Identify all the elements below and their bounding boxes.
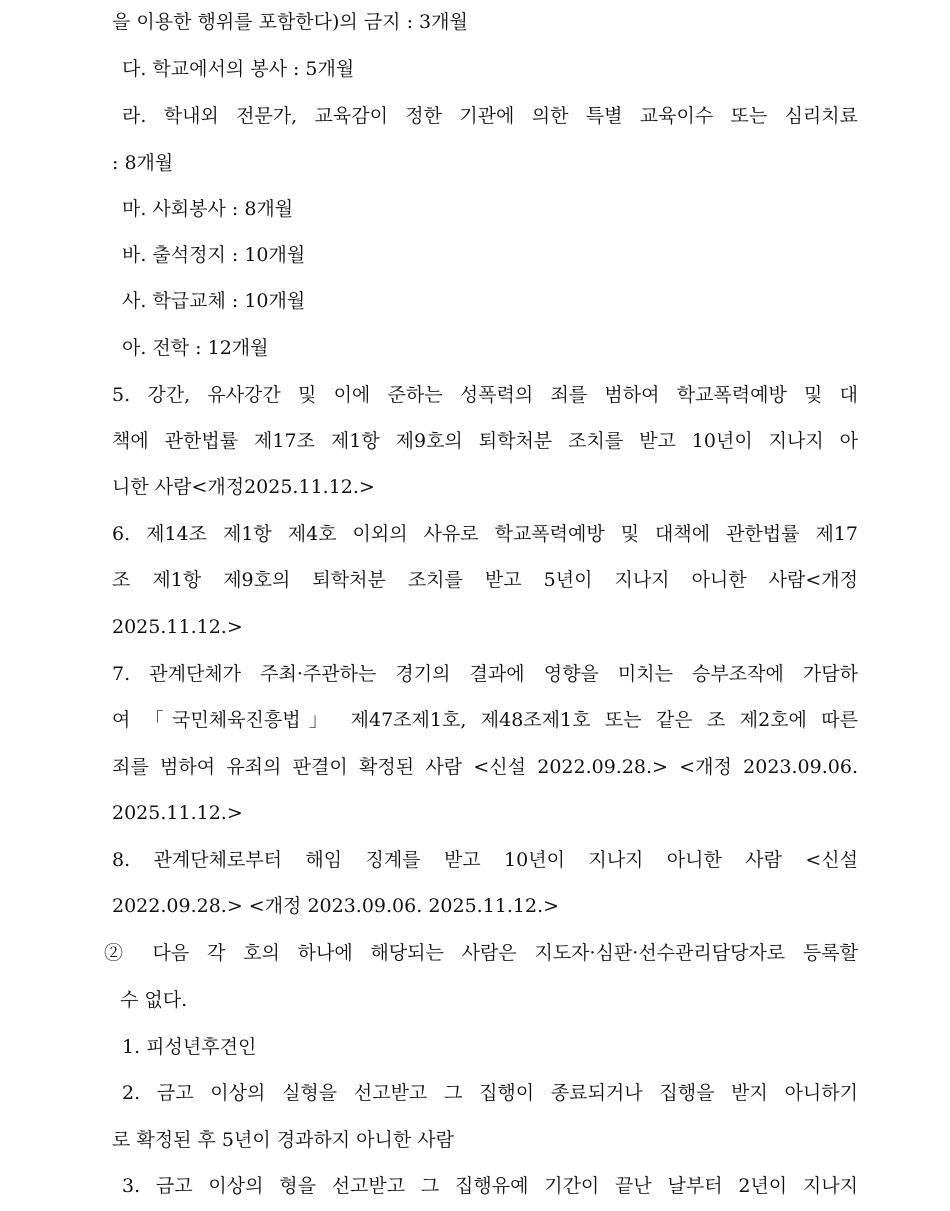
- text-line: 다. 학교에서의 봉사 : 5개월: [122, 58, 355, 80]
- text-line: 8. 관계단체로부터 해임 징계를 받고 10년이 지나지 아니한 사람 <신설: [112, 849, 858, 871]
- text-line: 6. 제14조 제1항 제4호 이외의 사유로 학교폭력예방 및 대책에 관한법률 제17: [112, 523, 858, 545]
- text-line: 바. 출석정지 : 10개월: [122, 244, 306, 266]
- text-line: 2. 금고 이상의 실형을 선고받고 그 집행이 종료되거나 집행을 받지 아니하기: [122, 1082, 858, 1104]
- text-line: 니한 사람<개정2025.11.12.>: [112, 476, 375, 498]
- text-line: 책에 관한법률 제17조 제1항 제9호의 퇴학처분 조치를 받고 10년이 지나지 아: [112, 430, 858, 452]
- text-line: 마. 사회봉사 : 8개월: [122, 198, 294, 220]
- text-line: 라. 학내외 전문가, 교육감이 정한 기관에 의한 특별 교육이수 또는 심리치료: [122, 105, 858, 127]
- text-line: 1. 피성년후견인: [122, 1036, 257, 1058]
- text-line: 사. 학급교체 : 10개월: [122, 290, 306, 312]
- text-line: 2022.09.28.> <개정 2023.09.06. 2025.11.12.>: [112, 895, 560, 917]
- text-line: 죄를 범하여 유죄의 판결이 확정된 사람 <신설 2022.09.28.> <개정 2023.09.06.: [112, 756, 858, 778]
- text-line: 을 이용한 행위를 포함한다)의 금지 : 3개월: [112, 11, 468, 33]
- text-line: ② 다음 각 호의 하나에 해당되는 사람은 지도자·심판·선수관리담당자로 등록할: [104, 942, 858, 964]
- text-line: 로 확정된 후 5년이 경과하지 아니한 사람: [112, 1129, 454, 1151]
- text-line: 5. 강간, 유사강간 및 이에 준하는 성폭력의 죄를 범하여 학교폭력예방 및 대: [112, 384, 858, 406]
- text-line: 2025.11.12.>: [112, 616, 243, 638]
- text-line: : 8개월: [112, 152, 174, 174]
- text-line: 2025.11.12.>: [112, 802, 243, 824]
- text-line: 아. 전학 : 12개월: [122, 337, 269, 359]
- text-line: 여 「국민체육진흥법」 제47조제1호, 제48조제1호 또는 같은 조 제2호에 따른: [112, 709, 858, 731]
- text-line: 7. 관계단체가 주최·주관하는 경기의 결과에 영향을 미치는 승부조작에 가담하: [112, 663, 858, 685]
- text-line: 3. 금고 이상의 형을 선고받고 그 집행유예 기간이 끝난 날부터 2년이 지나지: [122, 1175, 858, 1197]
- text-line: 조 제1항 제9호의 퇴학처분 조치를 받고 5년이 지나지 아니한 사람<개정: [112, 569, 858, 591]
- text-line: 수 없다.: [120, 989, 188, 1011]
